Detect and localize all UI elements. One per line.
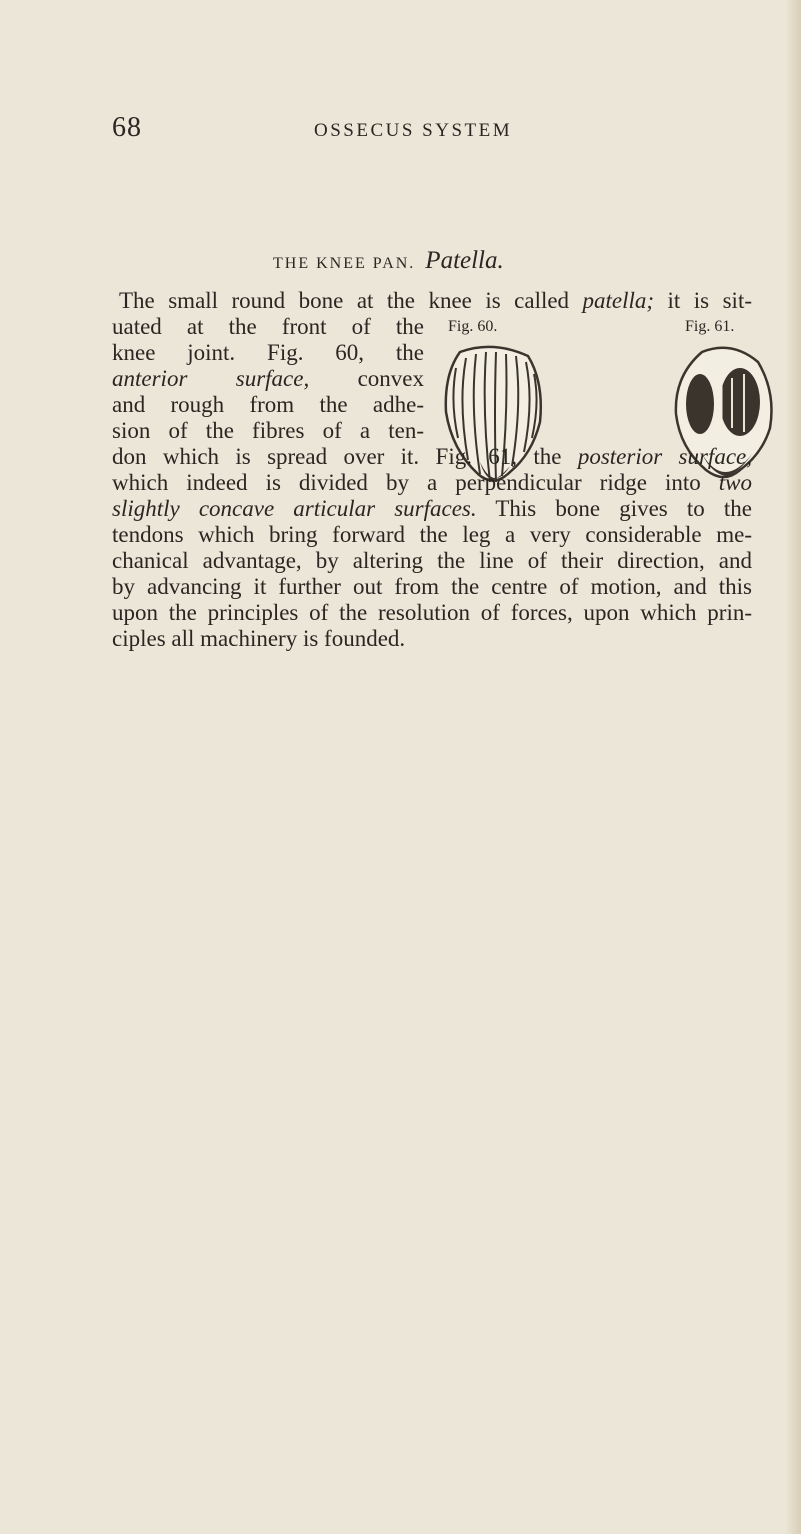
text-line <box>112 600 752 626</box>
text-line <box>112 392 424 418</box>
text-run-italic: posterior surface, <box>577 444 752 469</box>
section-title <box>273 247 504 275</box>
section-title-caps: THE KNEE PAN. <box>273 255 416 272</box>
text-run: upon the principles of the resolution of forces, upon which prin- <box>112 600 752 625</box>
text-line <box>112 496 752 522</box>
text-run: sion of the fibres of a ten- <box>112 418 424 443</box>
text-line <box>112 574 752 600</box>
text-run: The small round bone at the knee is called <box>119 288 583 313</box>
text-run: uated at the front of the <box>112 314 424 339</box>
text-line <box>112 626 752 652</box>
text-line <box>112 366 424 392</box>
text-line <box>112 444 752 470</box>
text-run: which indeed is divided by a perpendicular ridge into <box>112 470 719 495</box>
page-header <box>112 112 752 152</box>
text-run: it is sit- <box>654 288 752 313</box>
text-line <box>112 418 424 444</box>
text-run-italic: patella; <box>582 288 655 313</box>
text-line <box>112 314 424 340</box>
text-run: by advancing it further out from the centre of motion, and this <box>112 574 752 599</box>
text-run: This bone gives to the <box>476 496 752 521</box>
text-line <box>112 470 752 496</box>
text-line <box>112 288 752 314</box>
fig-60-caption: Fig. 60. <box>448 318 498 335</box>
page-edge-shadow <box>787 0 801 1534</box>
text-run: don which is spread over it. Fig. 61, the <box>112 444 578 469</box>
text-line <box>112 522 752 548</box>
text-run: chanical advantage, by altering the line of their direction, and <box>112 548 752 573</box>
text-run: convex <box>309 366 424 391</box>
text-run: knee joint. Fig. 60, the <box>112 340 424 365</box>
text-run-italic: slightly concave articular surfaces. <box>112 496 477 521</box>
text-run: and rough from the adhe- <box>112 392 424 417</box>
text-run: ciples all machinery is founded. <box>112 626 406 651</box>
section-title-latin: Patella. <box>425 247 504 274</box>
text-run-italic: two <box>718 470 752 495</box>
text-line <box>112 548 752 574</box>
page-number: 68 <box>112 112 142 143</box>
text-run: tendons which bring forward the leg a very considerable me- <box>112 522 752 547</box>
running-head: OSSECUS SYSTEM <box>314 120 513 141</box>
body-paragraph <box>112 288 752 652</box>
text-run-italic: anterior surface, <box>112 366 310 391</box>
text-line <box>112 340 424 366</box>
fig-61-caption: Fig. 61. <box>685 318 735 335</box>
